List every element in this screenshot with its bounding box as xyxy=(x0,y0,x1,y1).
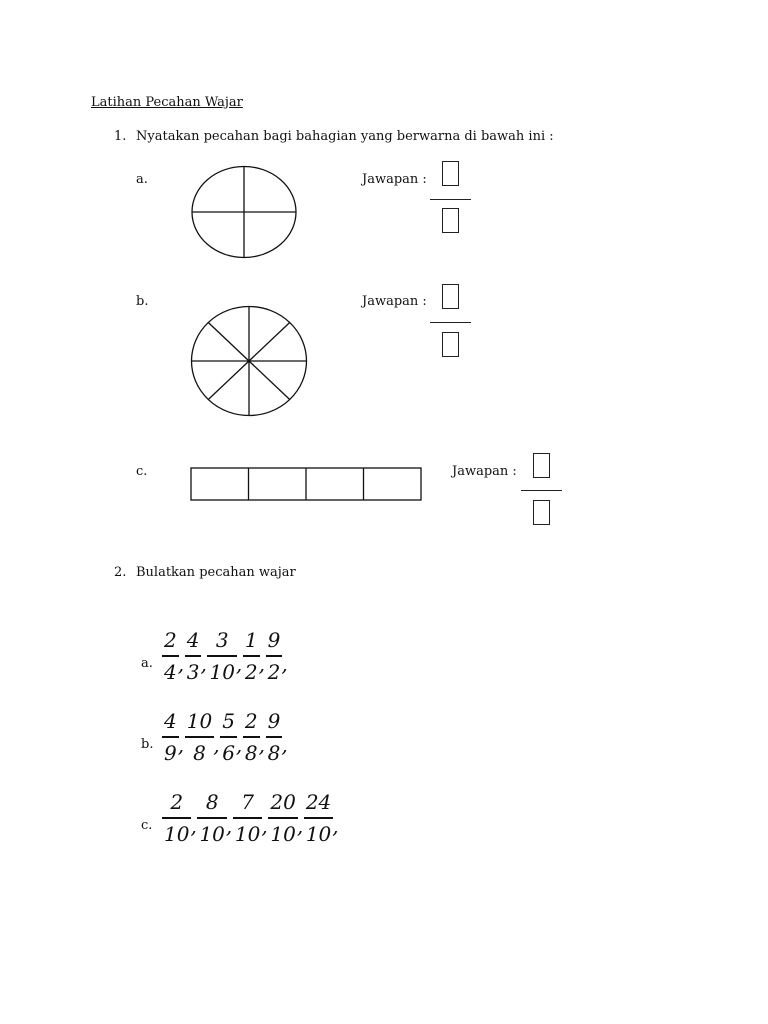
fraction-denominator: 10 xyxy=(270,821,296,846)
fraction-separator: , xyxy=(261,814,268,838)
q2a-fraction-1[interactable] xyxy=(162,628,179,684)
fraction-separator: , xyxy=(177,652,185,676)
fraction-denominator: 10 xyxy=(234,821,261,846)
q2b-fraction-5[interactable] xyxy=(266,709,283,765)
q2c-fraction-4[interactable] xyxy=(268,790,297,846)
q2c-fraction-3[interactable] xyxy=(233,790,262,846)
fraction-denominator: 10 xyxy=(305,821,332,846)
fraction-numerator: 2 xyxy=(244,709,258,733)
worksheet-title: Latihan Pecahan Wajar xyxy=(91,95,243,110)
fraction-numerator: 5 xyxy=(222,709,235,733)
fraction-separator: , xyxy=(332,814,339,838)
q1a-numerator-box[interactable] xyxy=(442,161,459,186)
q1-number: 1. xyxy=(114,129,127,144)
q1c-fraction-bar xyxy=(521,490,562,491)
q2-instruction: Bulatkan pecahan wajar xyxy=(136,565,296,580)
q2a-fraction-5[interactable] xyxy=(266,628,283,684)
q1b-numerator-box[interactable] xyxy=(442,284,459,309)
fraction-denominator: 6 xyxy=(222,740,235,765)
q2c-fraction-1[interactable] xyxy=(162,790,191,846)
circle-eighths-figure xyxy=(190,305,308,417)
fraction-numerator: 4 xyxy=(164,709,177,733)
fraction-separator: , xyxy=(177,733,185,757)
fraction-separator: , xyxy=(258,733,266,757)
fraction-separator: , xyxy=(200,652,207,676)
fraction-numerator: 9 xyxy=(267,709,281,733)
fraction-denominator: 3 xyxy=(186,659,200,684)
rectangle-quarters-figure xyxy=(190,467,423,502)
q1b-answer-label: Jawapan : xyxy=(362,294,427,309)
fraction-numerator: 24 xyxy=(305,790,332,814)
fraction-numerator: 10 xyxy=(186,709,213,733)
q1-instruction: Nyatakan pecahan bagi bahagian yang berwarna di bawah ini : xyxy=(136,129,554,144)
q2b-fraction-2[interactable] xyxy=(185,709,214,765)
q1b-denominator-box[interactable] xyxy=(442,332,459,357)
fraction-numerator: 20 xyxy=(270,790,296,814)
q1c-numerator-box[interactable] xyxy=(533,453,550,478)
fraction-separator: , xyxy=(281,733,288,757)
fraction-denominator: 2 xyxy=(244,659,258,684)
q2a-fraction-4[interactable] xyxy=(243,628,260,684)
q2a-fraction-2[interactable] xyxy=(185,628,202,684)
fraction-numerator: 4 xyxy=(186,628,200,652)
fraction-denominator: 4 xyxy=(164,659,177,684)
circle-quarters-figure xyxy=(190,165,298,259)
fraction-numerator: 9 xyxy=(267,628,281,652)
fraction-separator: , xyxy=(225,814,233,838)
fraction-numerator: 7 xyxy=(241,790,254,814)
q2a-label: a. xyxy=(141,656,153,671)
q2-number: 2. xyxy=(114,565,127,580)
q1a-answer-label: Jawapan : xyxy=(362,172,427,187)
fraction-denominator: 10 xyxy=(164,821,190,846)
fraction-denominator: 10 xyxy=(199,821,225,846)
fraction-separator: , xyxy=(296,814,304,838)
q1b-fraction-bar xyxy=(430,322,471,323)
fraction-separator: , xyxy=(258,652,266,676)
fraction-numerator: 1 xyxy=(244,628,258,652)
q1c-denominator-box[interactable] xyxy=(533,500,550,525)
fraction-denominator: 10 xyxy=(209,659,235,684)
fraction-numerator: 2 xyxy=(164,628,177,652)
fraction-separator: , xyxy=(213,733,220,757)
q1c-answer-label: Jawapan : xyxy=(452,464,517,479)
q1c-label: c. xyxy=(136,464,148,479)
fraction-denominator: 2 xyxy=(267,659,281,684)
q2c-label: c. xyxy=(141,818,153,833)
fraction-denominator: 8 xyxy=(267,740,281,765)
fraction-numerator: 2 xyxy=(170,790,184,814)
q2c-fraction-2[interactable] xyxy=(197,790,226,846)
q1a-denominator-box[interactable] xyxy=(442,208,459,233)
fraction-denominator: 9 xyxy=(164,740,177,765)
fraction-separator: , xyxy=(235,652,243,676)
q1a-fraction-bar xyxy=(430,199,471,200)
fraction-numerator: 3 xyxy=(215,628,229,652)
fraction-separator: , xyxy=(190,814,197,838)
fraction-numerator: 8 xyxy=(205,790,219,814)
q1b-label: b. xyxy=(136,294,149,309)
q2c-fraction-5[interactable] xyxy=(304,790,333,846)
fraction-denominator: 8 xyxy=(193,740,206,765)
q2a-fraction-3[interactable] xyxy=(207,628,236,684)
q2b-fraction-3[interactable] xyxy=(220,709,237,765)
q2b-label: b. xyxy=(141,737,154,752)
q2b-fraction-4[interactable] xyxy=(243,709,260,765)
q2b-fraction-1[interactable] xyxy=(162,709,179,765)
fraction-separator: , xyxy=(281,652,288,676)
q1a-label: a. xyxy=(136,172,148,187)
fraction-denominator: 8 xyxy=(244,740,258,765)
fraction-separator: , xyxy=(235,733,243,757)
